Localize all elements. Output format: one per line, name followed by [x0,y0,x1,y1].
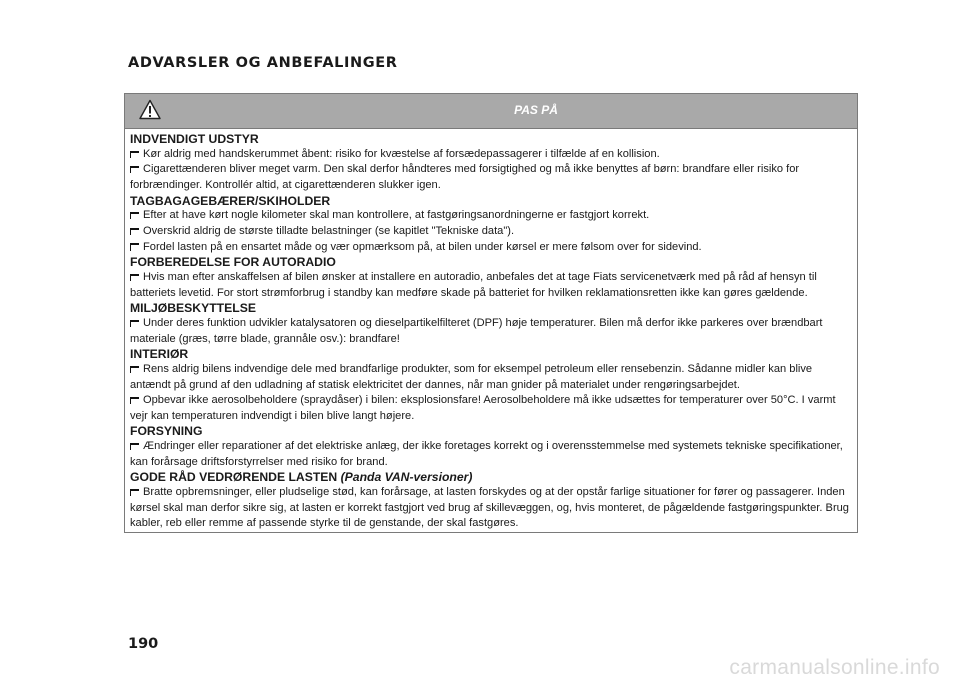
section-heading-interior-equipment: INDVENDIGT UDSTYR [130,132,259,146]
section-heading-environment: MILJØBESKYTTELSE [130,301,256,316]
bullet-icon [130,151,138,158]
page-number: 190 [128,636,159,652]
list-item: Cigarettænderen bliver meget varm. Den skal derfor håndteres med forsigtighed og må ikke benyttes af børn: brandfare eller risiko for forbrændinger. Kontrollér altid, at cigarettænderen slukker igen. [130,163,800,191]
bullet-icon [130,366,138,373]
list-item: Kør aldrig med handskerummet åbent: risiko for kvæstelse af forsædepassagerer i tilfælde af en kollision. [130,147,852,163]
bullet-icon [130,320,138,327]
watermark: carmanualsonline.info [729,656,940,679]
warning-header [125,94,857,129]
list-item: Hvis man efter anskaffelsen af bilen ønsker at installere en autoradio, anbefales det at tage Fiats servicenetværk med på råd af hensyn til batteriets levetid. For stort strømforbrug i standby kan medføre skade på batteriet for hvilken reklamationsretten ikke kan gøres gældende. [130,270,817,299]
section-heading-load-advice: GODE RÅD VEDRØRENDE LASTEN (Panda VAN-versioner) [130,470,473,485]
warning-body [125,129,857,532]
list-item: Rens aldrig bilens indvendige dele med brandfarlige produkter, som for eksempel petroleum eller rensebenzin. Sådanne midler kan blive antændt på grund af den udladning af statisk elektricitet der dannes, når man gnider på materialet under rengøringsarbejdet. [130,362,813,391]
bullet-icon [130,443,138,450]
bullet-icon [130,489,138,496]
section-subheading-van: (Panda VAN-versioner) [340,470,473,485]
section-heading-interior: INTERIØR [130,347,189,362]
warning-title: PAS PÅ [514,103,558,117]
bullet-icon [130,397,138,404]
list-item: Under deres funktion udvikler katalysatoren og dieselpartikelfilteret (DPF) høje temperaturer. Bilen må derfor ikke parkeres over brændbart materiale (græs, tørre blade, grannåle osv.): brandfare! [130,316,823,345]
list-item: Fordel lasten på en ensartet måde og vær opmærksom på, at bilen under kørsel er mere følsom over for sidevind. [130,240,852,256]
section-heading-radio-prep: FORBEREDELSE FOR AUTORADIO [130,255,336,270]
list-item: Efter at have kørt nogle kilometer skal man kontrollere, at fastgøringsanordningerne er fastgjort korrekt. [130,208,852,224]
bullet-icon [130,244,138,251]
section-heading-roof-rack: TAGBAGAGEBÆRER/SKIHOLDER [130,193,331,208]
list-item: Bratte opbremsninger, eller pludselige stød, kan forårsage, at lasten forskydes og at der opstår farlige situationer for fører og passagerer. Inden kørsel skal man derfor sikre sig, at lasten er korrekt fastgjort ved brug af skillevæggen, og, hvis monteret, de pågældende fastgøringspunkter. Brug kabler, reb eller remme af passende styrke til de genstande, der skal fastgøres. [130,486,849,530]
list-item: Opbevar ikke aerosolbeholdere (spraydåser) i bilen: eksplosionsfare! Aerosolbeholdere må ikke udsættes for temperaturer over 50°C. I varmt vejr kan temperaturen indvendigt i bilen blive langt højere. [130,394,836,422]
bullet-icon [130,228,138,235]
warning-box [124,93,858,533]
page-heading: ADVARSLER OG ANBEFALINGER [128,55,398,71]
section-heading-supply: FORSYNING [130,424,203,439]
bullet-icon [130,212,138,219]
list-item: Ændringer eller reparationer af det elektriske anlæg, der ikke foretages korrekt og i overensstemmelse med systemets tekniske specifikationer, kan forårsage driftsforstyrrelser med risiko for brand. [130,440,843,468]
bullet-icon [130,166,138,173]
bullet-icon [130,274,138,281]
list-item: Overskrid aldrig de største tilladte belastninger (se kapitlet "Tekniske data"). [130,224,852,240]
